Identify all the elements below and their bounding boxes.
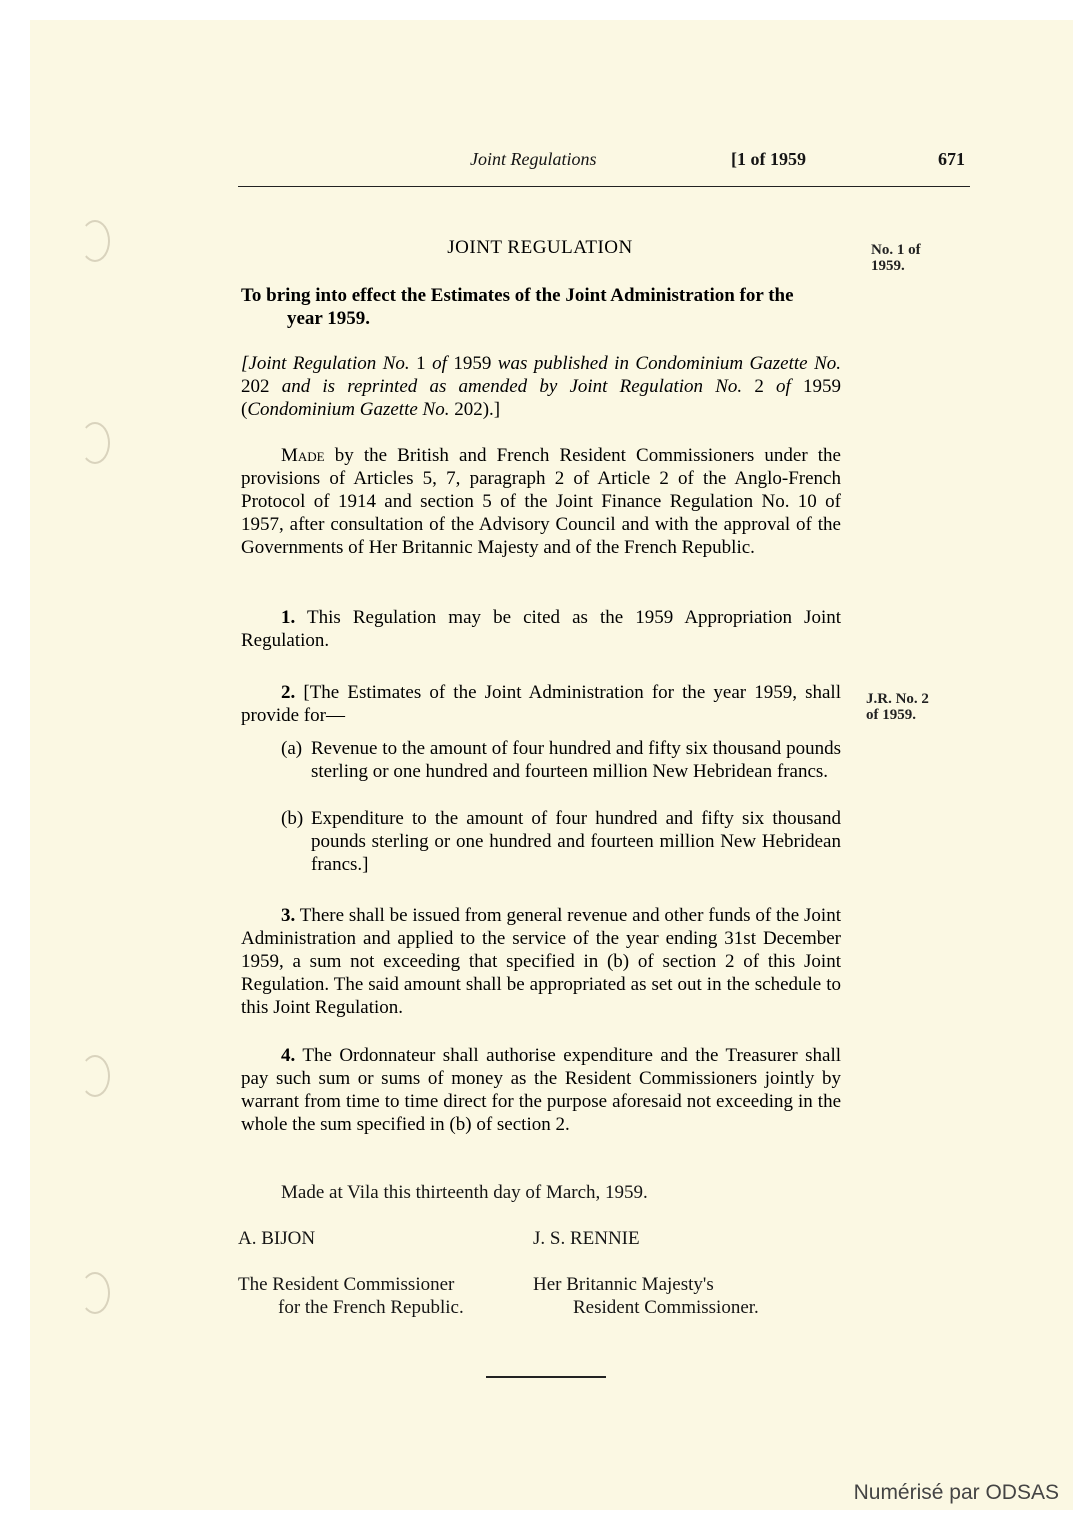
margin-note-top xyxy=(871,242,921,274)
note-fragment: 1 xyxy=(409,353,433,374)
note-fragment: of xyxy=(432,353,447,374)
note-fragment: 1959 ( xyxy=(241,376,842,420)
signatory-british: J. S. RENNIE xyxy=(533,1228,640,1249)
enacting-made: Made xyxy=(281,445,325,466)
signatory-british-title-2: Resident Commissioner. xyxy=(573,1297,759,1318)
binder-hole xyxy=(80,220,110,262)
binder-hole xyxy=(80,1272,110,1314)
item-text: Expenditure to the amount of four hundred and fifty six thousand pounds sterling or one hundred and fourteen million New Hebridean francs.] xyxy=(311,808,841,875)
long-title xyxy=(241,284,842,330)
enacting-clause xyxy=(241,444,841,559)
long-title-line: To bring into effect the Estimates of the Joint Administration for the xyxy=(241,285,794,306)
margin-note-line: J.R. No. 2 xyxy=(866,691,929,707)
margin-note-line: 1959. xyxy=(871,258,905,274)
section-text: This Regulation may be cited as the 1959 Appropriation Joint Regulation. xyxy=(241,607,841,651)
item-label: (b) xyxy=(281,808,304,829)
section-number: 4. xyxy=(281,1045,296,1066)
margin-note-line: No. 1 of xyxy=(871,242,921,258)
signatory-french: A. BIJON xyxy=(238,1228,316,1249)
section-1 xyxy=(241,606,841,652)
long-title-line: year 1959. xyxy=(287,308,371,329)
document-title: JOINT REGULATION xyxy=(447,237,633,258)
note-fragment: of xyxy=(776,376,791,397)
note-fragment: and is reprinted as amended by Joint Regulation No. xyxy=(281,376,743,397)
signatory-british-title-1: Her Britannic Majesty's xyxy=(533,1274,714,1295)
note-fragment: was published in Condominium Gazette No. xyxy=(497,353,841,374)
margin-note-section-2 xyxy=(866,691,929,723)
binder-hole xyxy=(80,1055,110,1097)
section-3 xyxy=(241,904,841,1019)
note-fragment: [Joint Regulation No. xyxy=(241,353,410,374)
end-rule xyxy=(486,1376,606,1378)
section-text: There shall be issued from general revenue and other funds of the Joint Administration and applied to the service of the year ending 31st December 1959, a sum not exceeding that specified in (b) of section 2 of this Joint Regulation. The said amount shall be appropriated as set out in the schedule to this Joint Regulation. xyxy=(241,905,841,1018)
section-text: The Ordonnateur shall authorise expenditure and the Treasurer shall pay such sum or sums of money as the Resident Commissioners jointly by warrant from time to time direct for the purpose aforesaid not exceeding in the whole the sum specified in (b) of section 2. xyxy=(241,1045,841,1135)
regulation-reference: [1 of 1959 xyxy=(731,149,806,169)
section-number: 2. xyxy=(281,682,296,703)
section-text: [The Estimates of the Joint Administration for the year 1959, shall provide for— xyxy=(241,682,841,726)
section-number: 1. xyxy=(281,607,296,628)
binder-hole xyxy=(80,422,110,464)
running-title: Joint Regulations xyxy=(470,149,597,169)
note-fragment: 1959 xyxy=(446,353,498,374)
publication-note xyxy=(241,352,841,421)
digitization-credit: Numérisé par ODSAS xyxy=(853,1481,1059,1504)
made-at-line: Made at Vila this thirteenth day of March, 1959. xyxy=(281,1182,648,1203)
page-number: 671 xyxy=(938,149,965,169)
note-fragment: Condominium Gazette No. xyxy=(247,399,450,420)
section-2-item-a xyxy=(281,737,841,783)
section-4 xyxy=(241,1044,841,1136)
signatory-french-title-1: The Resident Commissioner xyxy=(238,1274,455,1295)
note-fragment: 202 xyxy=(241,376,282,397)
signatory-french-title-2: for the French Republic. xyxy=(278,1297,464,1318)
section-2-item-b xyxy=(281,807,841,876)
header-rule xyxy=(238,186,970,187)
item-text: Revenue to the amount of four hundred and fifty six thousand pounds sterling or one hundred and fourteen million New Hebridean francs. xyxy=(311,738,841,782)
section-number: 3. xyxy=(281,905,296,926)
note-fragment: 2 xyxy=(742,376,777,397)
enacting-text: by the British and French Resident Commissioners under the provisions of Articles 5, 7, paragraph 2 of Article 2 of the Anglo-French Protocol of 1914 and section 5 of the Joint Finance Regulation No. 10 of 1957, after consultation of the Advisory Council and with the approval of the Governments of Her Britannic Majesty and of the French Republic. xyxy=(241,445,841,558)
item-label: (a) xyxy=(281,738,303,759)
section-2 xyxy=(241,681,841,727)
note-fragment: 202).] xyxy=(449,399,501,420)
margin-note-line: of 1959. xyxy=(866,707,916,723)
